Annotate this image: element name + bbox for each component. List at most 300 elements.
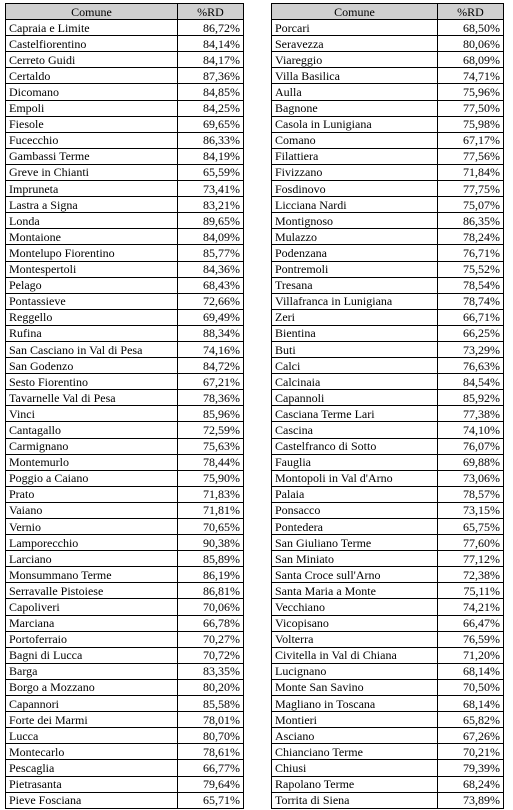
comune-cell: Villa Basilica bbox=[272, 68, 438, 84]
comune-cell: Montopoli in Val d'Arno bbox=[272, 470, 438, 486]
table-row bbox=[6, 261, 244, 277]
table-row bbox=[6, 599, 244, 615]
table-row bbox=[272, 100, 504, 116]
table-row bbox=[6, 631, 244, 647]
comune-cell: Castelfiorentino bbox=[6, 36, 178, 52]
comune-cell: Pelago bbox=[6, 277, 178, 293]
comune-cell: Fivizzano bbox=[272, 164, 438, 180]
rd-percent-cell: 74,21% bbox=[438, 599, 504, 615]
comune-cell: Villafranca in Lunigiana bbox=[272, 293, 438, 309]
table-row bbox=[6, 100, 244, 116]
table-row bbox=[272, 502, 504, 518]
table-row bbox=[6, 712, 244, 728]
comune-cell: Comano bbox=[272, 132, 438, 148]
table-row bbox=[6, 229, 244, 245]
rd-percent-cell: 84,14% bbox=[178, 36, 244, 52]
comune-cell: Marciana bbox=[6, 615, 178, 631]
comune-cell: Cerreto Guidi bbox=[6, 52, 178, 68]
comune-cell: Pietrasanta bbox=[6, 776, 178, 792]
rd-percent-cell: 69,65% bbox=[178, 116, 244, 132]
comune-cell: Forte dei Marmi bbox=[6, 712, 178, 728]
rd-percent-cell: 70,06% bbox=[178, 599, 244, 615]
table-row bbox=[6, 358, 244, 374]
table-row bbox=[6, 422, 244, 438]
comune-cell: Londa bbox=[6, 213, 178, 229]
header-comune: Comune bbox=[6, 4, 178, 20]
rd-percent-cell: 76,59% bbox=[438, 631, 504, 647]
comune-cell: Porcari bbox=[272, 20, 438, 36]
comune-cell: Casciana Terme Lari bbox=[272, 406, 438, 422]
table-row bbox=[272, 277, 504, 293]
table-row bbox=[272, 792, 504, 808]
rd-percent-cell: 75,11% bbox=[438, 583, 504, 599]
table-row bbox=[272, 422, 504, 438]
rd-percent-cell: 65,82% bbox=[438, 712, 504, 728]
rd-percent-cell: 76,07% bbox=[438, 438, 504, 454]
header-rd: %RD bbox=[438, 4, 504, 20]
comune-cell: Pescaglia bbox=[6, 760, 178, 776]
rd-percent-cell: 77,75% bbox=[438, 181, 504, 197]
comune-cell: Fosdinovo bbox=[272, 181, 438, 197]
rd-percent-cell: 78,01% bbox=[178, 712, 244, 728]
comune-cell: Seravezza bbox=[272, 36, 438, 52]
table-row bbox=[6, 647, 244, 663]
rd-percent-cell: 69,49% bbox=[178, 309, 244, 325]
table-row bbox=[6, 760, 244, 776]
table-row bbox=[272, 36, 504, 52]
rd-percent-cell: 79,64% bbox=[178, 776, 244, 792]
table-row bbox=[6, 551, 244, 567]
table-row bbox=[272, 406, 504, 422]
table-row bbox=[272, 390, 504, 406]
rd-percent-cell: 66,78% bbox=[178, 615, 244, 631]
rd-percent-cell: 67,17% bbox=[438, 132, 504, 148]
comune-cell: Vecchiano bbox=[272, 599, 438, 615]
comune-cell: Pieve Fosciana bbox=[6, 792, 178, 808]
comune-cell: Aulla bbox=[272, 84, 438, 100]
table-row bbox=[272, 519, 504, 535]
table-row bbox=[6, 293, 244, 309]
table-row bbox=[272, 132, 504, 148]
table-row bbox=[272, 744, 504, 760]
table-row bbox=[272, 712, 504, 728]
comune-cell: Sesto Fiorentino bbox=[6, 374, 178, 390]
rd-percent-cell: 73,06% bbox=[438, 470, 504, 486]
rd-percent-cell: 84,09% bbox=[178, 229, 244, 245]
comune-cell: Bagnone bbox=[272, 100, 438, 116]
table-row bbox=[6, 744, 244, 760]
rd-percent-cell: 84,72% bbox=[178, 358, 244, 374]
rd-percent-cell: 86,19% bbox=[178, 567, 244, 583]
comune-cell: Cascina bbox=[272, 422, 438, 438]
table-row bbox=[6, 132, 244, 148]
rd-percent-cell: 78,57% bbox=[438, 486, 504, 502]
column-gap bbox=[244, 3, 271, 809]
table-row bbox=[272, 486, 504, 502]
rd-percent-cell: 66,47% bbox=[438, 615, 504, 631]
rd-percent-cell: 86,35% bbox=[438, 213, 504, 229]
table-row bbox=[6, 148, 244, 164]
rd-percent-cell: 84,17% bbox=[178, 52, 244, 68]
rd-percent-cell: 73,15% bbox=[438, 502, 504, 518]
table-row bbox=[272, 20, 504, 36]
comune-cell: Pontedera bbox=[272, 519, 438, 535]
table-row bbox=[272, 245, 504, 261]
rd-percent-cell: 83,21% bbox=[178, 197, 244, 213]
table-row bbox=[6, 341, 244, 357]
rd-percent-cell: 70,50% bbox=[438, 679, 504, 695]
comune-cell: Palaia bbox=[272, 486, 438, 502]
comune-cell: Montespertoli bbox=[6, 261, 178, 277]
table-row bbox=[6, 84, 244, 100]
table-row bbox=[272, 341, 504, 357]
rd-percent-cell: 85,92% bbox=[438, 390, 504, 406]
comune-cell: Vernio bbox=[6, 519, 178, 535]
table-row bbox=[272, 454, 504, 470]
table-row bbox=[6, 502, 244, 518]
table-row bbox=[6, 20, 244, 36]
comune-cell: Lucca bbox=[6, 728, 178, 744]
table-row bbox=[6, 390, 244, 406]
table-row bbox=[6, 277, 244, 293]
comune-cell: Filattiera bbox=[272, 148, 438, 164]
rd-percent-cell: 77,38% bbox=[438, 406, 504, 422]
rd-percent-cell: 66,25% bbox=[438, 325, 504, 341]
table-row bbox=[272, 776, 504, 792]
rd-percent-cell: 72,59% bbox=[178, 422, 244, 438]
comune-cell: Calci bbox=[272, 358, 438, 374]
comune-cell: Gambassi Terme bbox=[6, 148, 178, 164]
table-row bbox=[272, 535, 504, 551]
rd-percent-cell: 67,21% bbox=[178, 374, 244, 390]
rd-percent-cell: 70,65% bbox=[178, 519, 244, 535]
comune-cell: Santa Maria a Monte bbox=[272, 583, 438, 599]
comune-cell: Fiesole bbox=[6, 116, 178, 132]
comune-cell: Rufina bbox=[6, 325, 178, 341]
comune-cell: Carmignano bbox=[6, 438, 178, 454]
table-row bbox=[6, 309, 244, 325]
recycling-rate-sheet bbox=[5, 3, 504, 809]
table-row bbox=[272, 213, 504, 229]
comune-cell: San Miniato bbox=[272, 551, 438, 567]
comune-cell: Poggio a Caiano bbox=[6, 470, 178, 486]
rd-percent-cell: 67,26% bbox=[438, 728, 504, 744]
comune-cell: Bientina bbox=[272, 325, 438, 341]
table-row bbox=[272, 52, 504, 68]
rd-percent-cell: 78,74% bbox=[438, 293, 504, 309]
table-row bbox=[6, 197, 244, 213]
table-row bbox=[272, 229, 504, 245]
comune-cell: Montecarlo bbox=[6, 744, 178, 760]
table-row bbox=[6, 663, 244, 679]
rd-percent-cell: 68,09% bbox=[438, 52, 504, 68]
rd-percent-cell: 77,12% bbox=[438, 551, 504, 567]
rd-percent-cell: 80,06% bbox=[438, 36, 504, 52]
rd-percent-cell: 74,10% bbox=[438, 422, 504, 438]
comune-cell: Prato bbox=[6, 486, 178, 502]
table-row bbox=[6, 679, 244, 695]
rd-percent-cell: 77,50% bbox=[438, 100, 504, 116]
comune-cell: Capannoli bbox=[272, 390, 438, 406]
comune-cell: Lastra a Signa bbox=[6, 197, 178, 213]
rd-percent-cell: 78,54% bbox=[438, 277, 504, 293]
table-row bbox=[272, 438, 504, 454]
rd-percent-cell: 79,39% bbox=[438, 760, 504, 776]
table-row bbox=[272, 567, 504, 583]
rd-percent-cell: 72,66% bbox=[178, 293, 244, 309]
comune-cell: Santa Croce sull'Arno bbox=[272, 567, 438, 583]
table-row bbox=[272, 599, 504, 615]
comune-cell: San Casciano in Val di Pesa bbox=[6, 341, 178, 357]
comune-cell: Castelfranco di Sotto bbox=[272, 438, 438, 454]
table-row bbox=[6, 164, 244, 180]
table-row bbox=[272, 309, 504, 325]
table-row bbox=[272, 470, 504, 486]
comune-cell: Capannori bbox=[6, 696, 178, 712]
table-row bbox=[6, 615, 244, 631]
comune-cell: Certaldo bbox=[6, 68, 178, 84]
rd-percent-cell: 83,35% bbox=[178, 663, 244, 679]
table-row bbox=[272, 261, 504, 277]
table-row bbox=[272, 164, 504, 180]
rd-percent-cell: 84,85% bbox=[178, 84, 244, 100]
header-row bbox=[6, 4, 244, 20]
comune-cell: Fucecchio bbox=[6, 132, 178, 148]
table-row bbox=[6, 535, 244, 551]
table-row bbox=[6, 438, 244, 454]
comune-cell: Magliano in Toscana bbox=[272, 696, 438, 712]
rd-percent-cell: 68,14% bbox=[438, 663, 504, 679]
rd-percent-cell: 69,88% bbox=[438, 454, 504, 470]
rd-percent-cell: 65,75% bbox=[438, 519, 504, 535]
table-row bbox=[272, 68, 504, 84]
right-table-body bbox=[272, 20, 504, 809]
right-table bbox=[271, 3, 504, 809]
rd-percent-cell: 72,38% bbox=[438, 567, 504, 583]
table-row bbox=[6, 583, 244, 599]
table-row bbox=[272, 116, 504, 132]
comune-cell: Montignoso bbox=[272, 213, 438, 229]
comune-cell: Empoli bbox=[6, 100, 178, 116]
table-row bbox=[6, 68, 244, 84]
comune-cell: Asciano bbox=[272, 728, 438, 744]
comune-cell: San Giuliano Terme bbox=[272, 535, 438, 551]
rd-percent-cell: 80,20% bbox=[178, 679, 244, 695]
rd-percent-cell: 71,20% bbox=[438, 647, 504, 663]
rd-percent-cell: 71,83% bbox=[178, 486, 244, 502]
comune-cell: Cantagallo bbox=[6, 422, 178, 438]
table-row bbox=[272, 293, 504, 309]
rd-percent-cell: 73,29% bbox=[438, 341, 504, 357]
comune-cell: Zeri bbox=[272, 309, 438, 325]
table-row bbox=[6, 374, 244, 390]
table-row bbox=[272, 181, 504, 197]
rd-percent-cell: 80,70% bbox=[178, 728, 244, 744]
comune-cell: Larciano bbox=[6, 551, 178, 567]
table-row bbox=[272, 583, 504, 599]
rd-percent-cell: 75,96% bbox=[438, 84, 504, 100]
comune-cell: Reggello bbox=[6, 309, 178, 325]
table-row bbox=[272, 84, 504, 100]
table-row bbox=[6, 567, 244, 583]
rd-percent-cell: 86,81% bbox=[178, 583, 244, 599]
rd-percent-cell: 76,63% bbox=[438, 358, 504, 374]
table-row bbox=[6, 245, 244, 261]
rd-percent-cell: 87,36% bbox=[178, 68, 244, 84]
comune-cell: Vinci bbox=[6, 406, 178, 422]
comune-cell: Borgo a Mozzano bbox=[6, 679, 178, 695]
rd-percent-cell: 68,24% bbox=[438, 776, 504, 792]
comune-cell: Monsummano Terme bbox=[6, 567, 178, 583]
table-row bbox=[272, 631, 504, 647]
table-row bbox=[6, 181, 244, 197]
rd-percent-cell: 84,36% bbox=[178, 261, 244, 277]
table-row bbox=[6, 470, 244, 486]
table-row bbox=[272, 551, 504, 567]
table-row bbox=[6, 519, 244, 535]
comune-cell: Rapolano Terme bbox=[272, 776, 438, 792]
table-row bbox=[6, 776, 244, 792]
rd-percent-cell: 85,96% bbox=[178, 406, 244, 422]
rd-percent-cell: 77,60% bbox=[438, 535, 504, 551]
rd-percent-cell: 66,77% bbox=[178, 760, 244, 776]
comune-cell: Serravalle Pistoiese bbox=[6, 583, 178, 599]
rd-percent-cell: 78,36% bbox=[178, 390, 244, 406]
table-row bbox=[6, 116, 244, 132]
comune-cell: Greve in Chianti bbox=[6, 164, 178, 180]
table-row bbox=[272, 197, 504, 213]
comune-cell: Pontremoli bbox=[272, 261, 438, 277]
rd-percent-cell: 86,72% bbox=[178, 20, 244, 36]
rd-percent-cell: 75,07% bbox=[438, 197, 504, 213]
table-row bbox=[6, 728, 244, 744]
comune-cell: Casola in Lunigiana bbox=[272, 116, 438, 132]
comune-cell: Montelupo Fiorentino bbox=[6, 245, 178, 261]
table-row bbox=[6, 325, 244, 341]
comune-cell: Mulazzo bbox=[272, 229, 438, 245]
table-row bbox=[272, 696, 504, 712]
table-row bbox=[272, 325, 504, 341]
comune-cell: Chiusi bbox=[272, 760, 438, 776]
table-row bbox=[272, 615, 504, 631]
comune-cell: Fauglia bbox=[272, 454, 438, 470]
rd-percent-cell: 68,43% bbox=[178, 277, 244, 293]
rd-percent-cell: 75,52% bbox=[438, 261, 504, 277]
comune-cell: Capraia e Limite bbox=[6, 20, 178, 36]
rd-percent-cell: 84,54% bbox=[438, 374, 504, 390]
table-row bbox=[272, 358, 504, 374]
rd-percent-cell: 77,56% bbox=[438, 148, 504, 164]
comune-cell: Pontassieve bbox=[6, 293, 178, 309]
comune-cell: Barga bbox=[6, 663, 178, 679]
rd-percent-cell: 85,89% bbox=[178, 551, 244, 567]
table-row bbox=[272, 148, 504, 164]
table-row bbox=[272, 663, 504, 679]
rd-percent-cell: 89,65% bbox=[178, 213, 244, 229]
comune-cell: Viareggio bbox=[272, 52, 438, 68]
table-row bbox=[272, 760, 504, 776]
comune-cell: Ponsacco bbox=[272, 502, 438, 518]
comune-cell: Portoferraio bbox=[6, 631, 178, 647]
comune-cell: Volterra bbox=[272, 631, 438, 647]
rd-percent-cell: 76,71% bbox=[438, 245, 504, 261]
table-row bbox=[6, 454, 244, 470]
table-row bbox=[272, 374, 504, 390]
rd-percent-cell: 65,71% bbox=[178, 792, 244, 808]
table-row bbox=[6, 486, 244, 502]
rd-percent-cell: 85,77% bbox=[178, 245, 244, 261]
table-row bbox=[6, 406, 244, 422]
rd-percent-cell: 71,81% bbox=[178, 502, 244, 518]
comune-cell: Dicomano bbox=[6, 84, 178, 100]
comune-cell: Torrita di Siena bbox=[272, 792, 438, 808]
rd-percent-cell: 68,50% bbox=[438, 20, 504, 36]
comune-cell: Tavarnelle Val di Pesa bbox=[6, 390, 178, 406]
rd-percent-cell: 70,21% bbox=[438, 744, 504, 760]
rd-percent-cell: 73,89% bbox=[438, 792, 504, 808]
rd-percent-cell: 84,25% bbox=[178, 100, 244, 116]
comune-cell: Buti bbox=[272, 341, 438, 357]
table-row bbox=[6, 36, 244, 52]
rd-percent-cell: 75,98% bbox=[438, 116, 504, 132]
comune-cell: Impruneta bbox=[6, 181, 178, 197]
rd-percent-cell: 88,34% bbox=[178, 325, 244, 341]
rd-percent-cell: 73,41% bbox=[178, 181, 244, 197]
comune-cell: Monte San Savino bbox=[272, 679, 438, 695]
comune-cell: Calcinaia bbox=[272, 374, 438, 390]
comune-cell: Montemurlo bbox=[6, 454, 178, 470]
table-row bbox=[6, 792, 244, 808]
table-row bbox=[272, 679, 504, 695]
rd-percent-cell: 66,71% bbox=[438, 309, 504, 325]
rd-percent-cell: 74,16% bbox=[178, 341, 244, 357]
table-row bbox=[6, 213, 244, 229]
rd-percent-cell: 68,14% bbox=[438, 696, 504, 712]
rd-percent-cell: 84,19% bbox=[178, 148, 244, 164]
table-row bbox=[6, 696, 244, 712]
comune-cell: Tresana bbox=[272, 277, 438, 293]
comune-cell: Licciana Nardi bbox=[272, 197, 438, 213]
comune-cell: Lucignano bbox=[272, 663, 438, 679]
rd-percent-cell: 86,33% bbox=[178, 132, 244, 148]
rd-percent-cell: 85,58% bbox=[178, 696, 244, 712]
comune-cell: San Godenzo bbox=[6, 358, 178, 374]
header-comune: Comune bbox=[272, 4, 438, 20]
rd-percent-cell: 75,63% bbox=[178, 438, 244, 454]
comune-cell: Montaione bbox=[6, 229, 178, 245]
rd-percent-cell: 90,38% bbox=[178, 535, 244, 551]
rd-percent-cell: 78,61% bbox=[178, 744, 244, 760]
table-row bbox=[272, 728, 504, 744]
comune-cell: Chianciano Terme bbox=[272, 744, 438, 760]
rd-percent-cell: 74,71% bbox=[438, 68, 504, 84]
header-rd: %RD bbox=[178, 4, 244, 20]
rd-percent-cell: 70,72% bbox=[178, 647, 244, 663]
comune-cell: Capoliveri bbox=[6, 599, 178, 615]
comune-cell: Vicopisano bbox=[272, 615, 438, 631]
left-table-body bbox=[6, 20, 244, 809]
rd-percent-cell: 65,59% bbox=[178, 164, 244, 180]
comune-cell: Montieri bbox=[272, 712, 438, 728]
table-row bbox=[272, 647, 504, 663]
header-row bbox=[272, 4, 504, 20]
rd-percent-cell: 78,24% bbox=[438, 229, 504, 245]
comune-cell: Bagni di Lucca bbox=[6, 647, 178, 663]
left-table bbox=[5, 3, 244, 809]
table-row bbox=[6, 52, 244, 68]
rd-percent-cell: 78,44% bbox=[178, 454, 244, 470]
rd-percent-cell: 71,84% bbox=[438, 164, 504, 180]
